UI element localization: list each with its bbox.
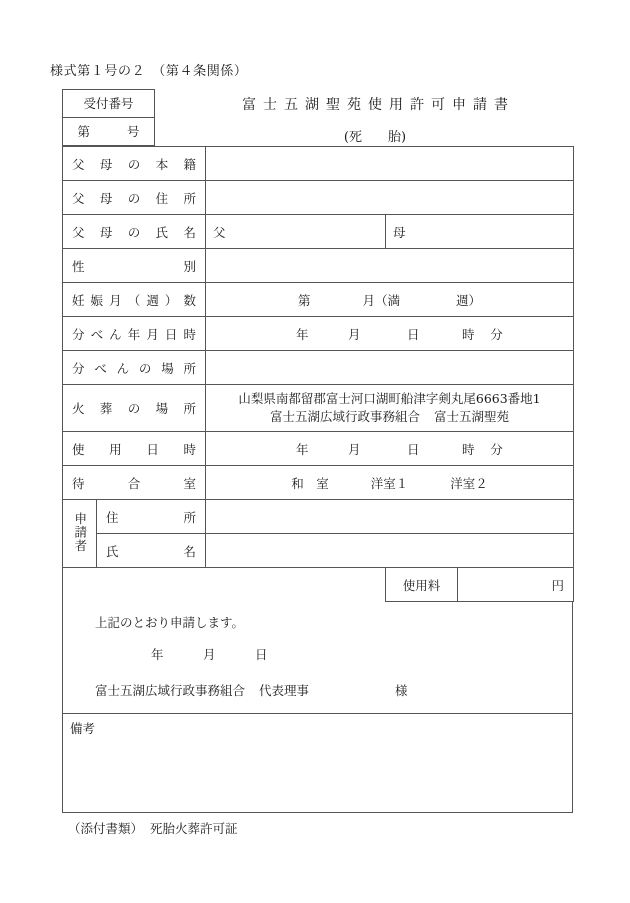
table-row-applicant-name — [63, 534, 574, 568]
table-row-applicant-address — [63, 500, 574, 534]
use-month-unit: 月 — [347, 441, 361, 457]
pregnancy-month-unit-text: 月（満 — [362, 292, 401, 308]
pregnancy-months-field[interactable] — [206, 283, 574, 317]
declaration-month-unit: 月 — [203, 647, 216, 662]
table-row-waiting-room — [63, 466, 574, 500]
remarks-label: 備考 — [70, 721, 96, 736]
delivery-place-label-text: 分べんの場所 — [72, 360, 196, 376]
attachment-note-value: 死胎火葬許可証 — [150, 821, 238, 836]
parents-honseki-label — [63, 147, 206, 181]
delivery-month-unit: 月 — [347, 326, 361, 342]
attachment-note-label: （添付書類） — [68, 821, 144, 836]
table-row-cremation-place — [63, 385, 574, 432]
fee-label-text: 使用料 — [402, 577, 441, 593]
receipt-number-label-text: 受付番号 — [83, 96, 134, 112]
fee-label — [386, 568, 458, 602]
applicant-address-field[interactable] — [206, 500, 574, 534]
use-datetime-label-text: 使用日時 — [72, 441, 196, 457]
applicant-section-label-text: 申請者 — [72, 511, 88, 553]
parents-address-field[interactable] — [206, 181, 574, 215]
pregnancy-ordinal-text: 第 — [297, 292, 311, 308]
waiting-room-label — [63, 466, 206, 500]
page-subtitle-right: 胎) — [388, 130, 407, 145]
remarks-box[interactable] — [62, 713, 573, 813]
applicant-name-label-text: 氏名 — [106, 543, 196, 559]
parents-address-label-text: 父母の住所 — [72, 190, 196, 206]
table-row-fee — [63, 568, 574, 602]
delivery-datetime-field[interactable] — [206, 317, 574, 351]
declaration-org-name: 富士五湖広域行政事務組合 — [95, 683, 246, 698]
use-day-unit: 日 — [406, 441, 420, 457]
declaration-block — [62, 601, 573, 714]
cremation-address-line1: 山梨県南都留郡富士河口湖町船津字剣丸尾6663番地1 — [238, 390, 541, 406]
use-datetime-field[interactable] — [206, 432, 574, 466]
application-table — [62, 146, 574, 602]
page-subtitle-left: (死 — [343, 130, 362, 145]
delivery-day-unit: 日 — [406, 326, 420, 342]
parents-honseki-field[interactable] — [206, 147, 574, 181]
declaration-addressee — [63, 663, 572, 713]
receipt-number-field[interactable] — [63, 118, 154, 146]
father-label-text: 父 — [213, 224, 226, 240]
use-datetime-label — [63, 432, 206, 466]
sex-label — [63, 249, 206, 283]
cremation-facility-name: 富士五湖聖苑 — [434, 409, 510, 424]
cremation-place-label — [63, 385, 206, 432]
receipt-number-box — [62, 89, 155, 146]
father-name-field[interactable] — [206, 215, 386, 249]
table-row-pregnancy-months — [63, 283, 574, 317]
cremation-org-name: 富士五湖広域行政事務組合 — [270, 409, 421, 424]
sex-label-text: 性別 — [72, 258, 196, 274]
table-row-parents-honseki — [63, 147, 574, 181]
declaration-org-title: 代表理事 — [259, 683, 310, 698]
delivery-place-field[interactable] — [206, 351, 574, 385]
applicant-address-label — [97, 500, 206, 534]
delivery-datetime-label — [63, 317, 206, 351]
receipt-number-prefix-text: 第 — [77, 124, 127, 140]
applicant-name-field[interactable] — [206, 534, 574, 568]
declaration-day-unit: 日 — [255, 647, 268, 662]
table-row-sex — [63, 249, 574, 283]
use-year-unit: 年 — [295, 441, 309, 457]
page-title: 富士五湖聖苑使用許可申請書 — [242, 97, 515, 113]
parents-name-label-text: 父母の氏名 — [72, 224, 196, 240]
cremation-place-value — [206, 385, 574, 432]
pregnancy-months-label-text: 妊娠月（週）数 — [72, 292, 196, 308]
table-row-delivery-datetime — [63, 317, 574, 351]
receipt-number-prefix — [78, 122, 140, 140]
waiting-room-options[interactable] — [206, 466, 574, 500]
mother-label-text: 母 — [393, 224, 406, 240]
pregnancy-week-unit-text: 週） — [456, 292, 482, 308]
pregnancy-months-label — [63, 283, 206, 317]
fee-amount-field[interactable] — [458, 568, 574, 602]
attachment-note — [68, 819, 238, 837]
parents-name-label — [63, 215, 206, 249]
parents-address-label — [63, 181, 206, 215]
delivery-hour-unit: 時 — [461, 326, 475, 342]
use-minute-unit: 分 — [490, 441, 503, 457]
mother-name-field[interactable] — [386, 215, 574, 249]
sex-field[interactable] — [206, 249, 574, 283]
delivery-place-label — [63, 351, 206, 385]
delivery-datetime-label-text: 分べん年月日時 — [72, 326, 196, 342]
applicant-section-label — [63, 500, 97, 568]
delivery-minute-unit: 分 — [490, 326, 503, 342]
declaration-date-field[interactable] — [63, 631, 572, 663]
applicant-name-label — [97, 534, 206, 568]
waiting-room-label-text: 待合室 — [72, 475, 196, 491]
parents-honseki-label-text: 父母の本籍 — [72, 156, 196, 172]
table-row-use-datetime — [63, 432, 574, 466]
receipt-number-suffix-text: 号 — [126, 124, 140, 140]
delivery-year-unit: 年 — [295, 326, 309, 342]
declaration-statement: 上記のとおり申請します。 — [95, 615, 245, 630]
table-row-parents-name — [63, 215, 574, 249]
table-row-delivery-place — [63, 351, 574, 385]
declaration-honorific: 様 — [395, 683, 408, 698]
form-number-label: 様式第１号の２ （第４条関係） — [50, 64, 248, 79]
receipt-number-label — [63, 90, 154, 118]
applicant-address-label-text: 住所 — [106, 509, 196, 525]
cremation-address-line2 — [206, 408, 573, 426]
waiting-room-option-yoshitsu1[interactable]: 洋室１ — [370, 475, 409, 491]
cremation-place-label-text: 火葬の場所 — [72, 401, 196, 416]
declaration-year-unit: 年 — [151, 647, 164, 662]
use-hour-unit: 時 — [461, 441, 475, 457]
waiting-room-option-yoshitsu2[interactable]: 洋室２ — [450, 475, 488, 491]
table-row-parents-address — [63, 181, 574, 215]
page-subtitle — [180, 126, 570, 145]
waiting-room-option-washitsu[interactable]: 和 室 — [291, 475, 329, 491]
fee-row-spacer — [63, 568, 386, 602]
fee-currency-unit: 円 — [551, 577, 565, 593]
